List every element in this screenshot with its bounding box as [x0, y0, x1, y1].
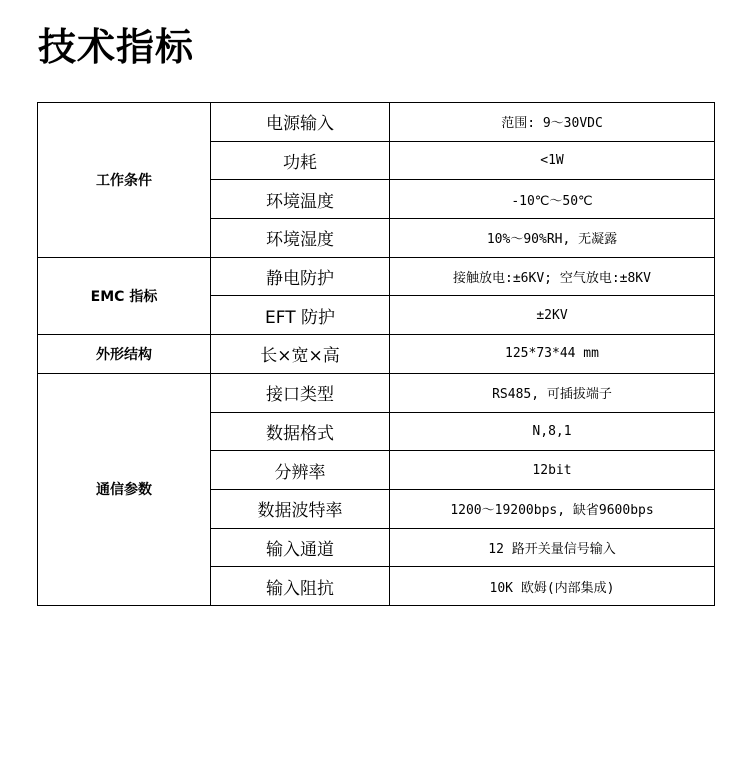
group-label-emc: EMC 指标 — [38, 257, 211, 334]
item-label: 输入阻抗 — [211, 567, 390, 606]
item-label: EFT 防护 — [211, 296, 390, 335]
item-label: 输入通道 — [211, 528, 390, 567]
table-row — [38, 335, 715, 374]
group-label-working-conditions: 工作条件 — [38, 103, 211, 258]
item-label: 接口类型 — [211, 373, 390, 412]
item-label: 数据波特率 — [211, 489, 390, 528]
item-label: 静电防护 — [211, 257, 390, 296]
table-row — [38, 373, 715, 412]
item-value: 12bit — [390, 451, 715, 490]
item-value: 10%～90%RH, 无凝露 — [390, 219, 715, 258]
item-value: 10K 欧姆(内部集成) — [390, 567, 715, 606]
item-value: <1W — [390, 141, 715, 180]
item-value: 接触放电:±6KV; 空气放电:±8KV — [390, 257, 715, 296]
spec-table — [37, 102, 715, 606]
item-value: ±2KV — [390, 296, 715, 335]
item-value: N,8,1 — [390, 412, 715, 451]
table-row — [38, 257, 715, 296]
item-label: 分辨率 — [211, 451, 390, 490]
item-label: 数据格式 — [211, 412, 390, 451]
table-row — [38, 103, 715, 142]
item-value: 12 路开关量信号输入 — [390, 528, 715, 567]
item-label: 环境温度 — [211, 180, 390, 219]
item-value: 125*73*44 mm — [390, 335, 715, 374]
item-label: 功耗 — [211, 141, 390, 180]
item-value: 1200～19200bps, 缺省9600bps — [390, 489, 715, 528]
group-label-dimensions: 外形结构 — [38, 335, 211, 374]
item-value: RS485, 可插拔端子 — [390, 373, 715, 412]
item-value: -10℃～50℃ — [390, 180, 715, 219]
group-label-communication: 通信参数 — [38, 373, 211, 605]
item-label: 电源输入 — [211, 103, 390, 142]
item-label: 长×宽×高 — [211, 335, 390, 374]
item-label: 环境湿度 — [211, 219, 390, 258]
item-value: 范围: 9～30VDC — [390, 103, 715, 142]
page-title: 技术指标 — [38, 25, 195, 69]
